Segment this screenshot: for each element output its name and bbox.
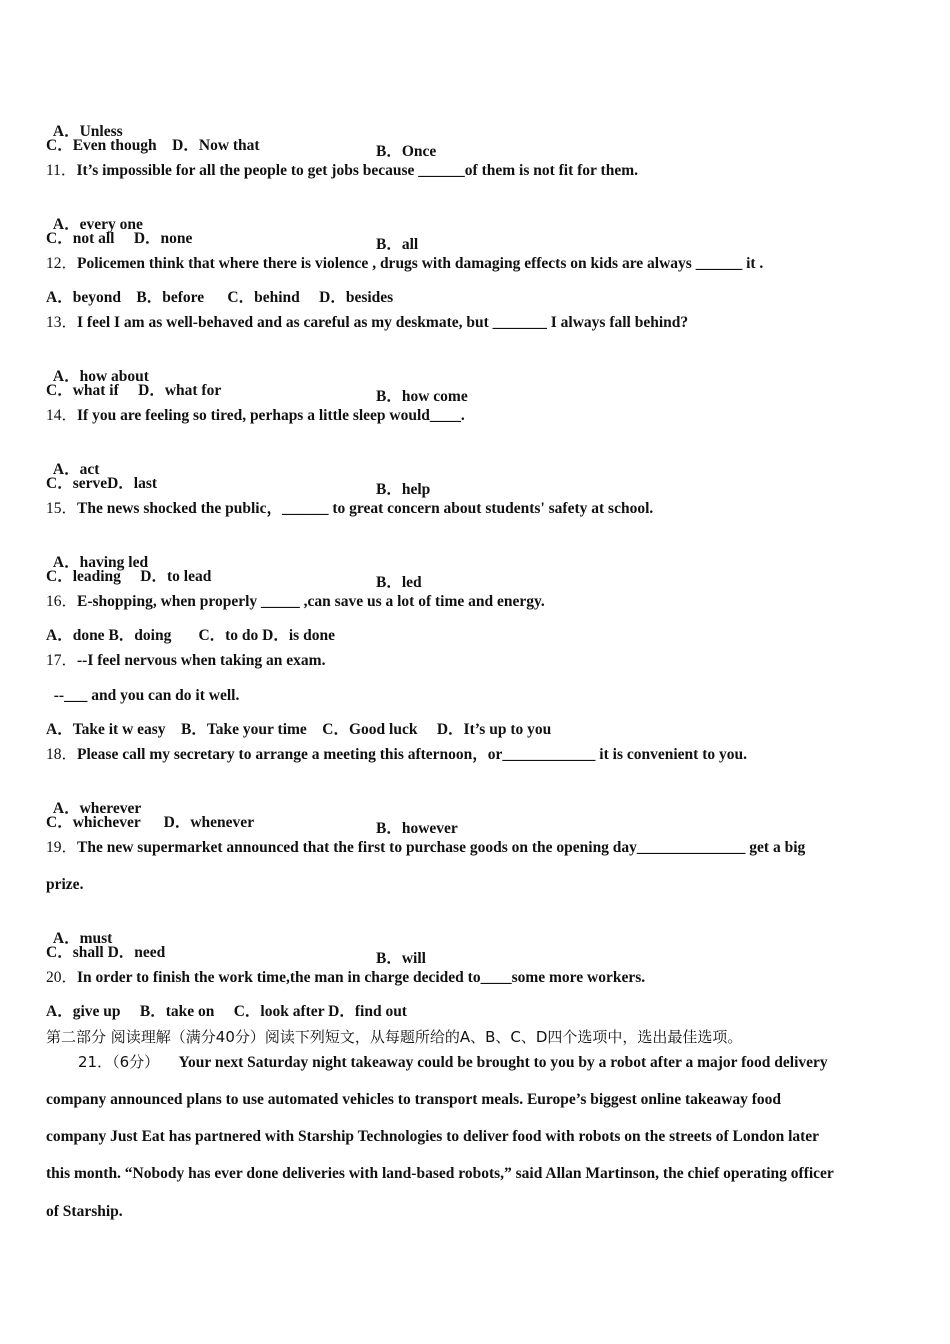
q10-option-b: B．Once [376,143,437,160]
q21-passage-line-2: company announced plans to use automated vehicles to transport meals. Europe’s biggest online takeaway food [46,1091,781,1108]
q20-text: In order to finish the work time,the man in charge decided to____some more workers. [77,969,646,986]
q21-passage-line-1: Your next Saturday night takeaway could be brought to you by a robot after a major food delivery [178,1054,828,1071]
q11-text: It’s impossible for all the people to get jobs because ______of them is not fit for them. [76,162,638,179]
q17-options: A．Take it w easy B．Take your time C．Good luck D．It’s up to you [46,721,552,738]
q14-option-cd: C．serveD．last [46,475,158,492]
q15-option-b: B．led [376,574,422,591]
q18-option-cd: C．whichever D．whenever [46,814,255,831]
q15-text: The news shocked the public，______ to great concern about students' safety at school. [77,500,654,517]
q16-number: 16． [46,593,78,610]
q10-option-a: A．Unless [52,123,123,140]
section-2-heading: 第二部分 阅读理解（满分40分）阅读下列短文，从每题所给的A、B、C、D四个选项中，选出最佳选项。 [46,1028,743,1046]
q11-option-a: A．every one [52,216,143,233]
q21-first-line [78,1052,828,1073]
q12-options: A．beyond B．before C．behind D．besides [46,289,394,306]
q21-number: 21．（6分） [78,1053,160,1071]
q15-stem [46,499,653,519]
q12-number: 12． [46,255,78,272]
q16-stem [46,592,545,612]
q18-option-a: A．wherever [52,800,142,817]
q14-option-a: A．act [52,461,100,478]
q18-text: Please call my secretary to arrange a meeting this afternoon，or____________ it is convenient to you. [77,746,747,763]
q19-stem [46,838,805,858]
q20-options: A．give up B．take on C．look after D．find out [46,1003,407,1020]
q17-text: --I feel nervous when taking an exam. [77,652,326,669]
q19-option-cd: C．shall D．need [46,944,166,961]
q19-stem-continued: prize. [46,876,84,893]
q18-stem [46,745,747,765]
q19-number: 19． [46,839,78,856]
q11-option-b: B．all [376,236,419,253]
q15-option-cd: C．leading D．to lead [46,568,212,585]
q17-number: 17． [46,652,78,669]
q17-stem [46,651,325,671]
q14-option-b: B．help [376,481,431,498]
q14-stem [46,406,465,426]
q12-stem [46,254,763,274]
q21-passage-line-4: this month. “Nobody has ever done deliveries with land-based robots,” said Allan Martinson, the chief operating officer [46,1165,834,1182]
q18-option-b: B．however [376,820,458,837]
q13-option-a: A．how about [52,368,149,385]
q13-number: 13． [46,314,78,331]
q16-text: E-shopping, when properly _____ ,can save us a lot of time and energy. [77,593,545,610]
q16-options: A．done B．doing C．to do D．is done [46,627,335,644]
q13-text: I feel I am as well-behaved and as careful as my deskmate, but _______ I always fall behind? [77,314,689,331]
q13-option-b: B．how come [376,388,468,405]
q21-passage-line-5: of Starship. [46,1203,123,1220]
q19-text: The new supermarket announced that the first to purchase goods on the opening day______________ get a big [77,839,806,856]
q13-option-cd: C．what if D．what for [46,382,222,399]
q13-stem [46,313,688,333]
q11-option-cd: C．not all D．none [46,230,193,247]
q11-number: 11． [46,162,77,179]
q19-option-b: B．will [376,950,426,967]
q12-text: Policemen think that where there is violence , drugs with damaging effects on kids are always ______ it . [77,255,764,272]
q15-option-a: A．having led [52,554,149,571]
q20-number: 20． [46,969,78,986]
q20-stem [46,968,645,988]
q17-reply: --___ and you can do it well. [46,687,240,704]
q10-option-cd: C．Even though D．Now that [46,137,260,154]
q11-stem [46,161,638,181]
q19-option-a: A．must [52,930,113,947]
q21-passage-line-3: company Just Eat has partnered with Starship Technologies to deliver food with robots on the streets of London later [46,1128,820,1145]
q14-number: 14． [46,407,78,424]
q18-number: 18． [46,746,78,763]
q15-number: 15． [46,500,78,517]
q14-text: If you are feeling so tired, perhaps a little sleep would____. [77,407,465,424]
